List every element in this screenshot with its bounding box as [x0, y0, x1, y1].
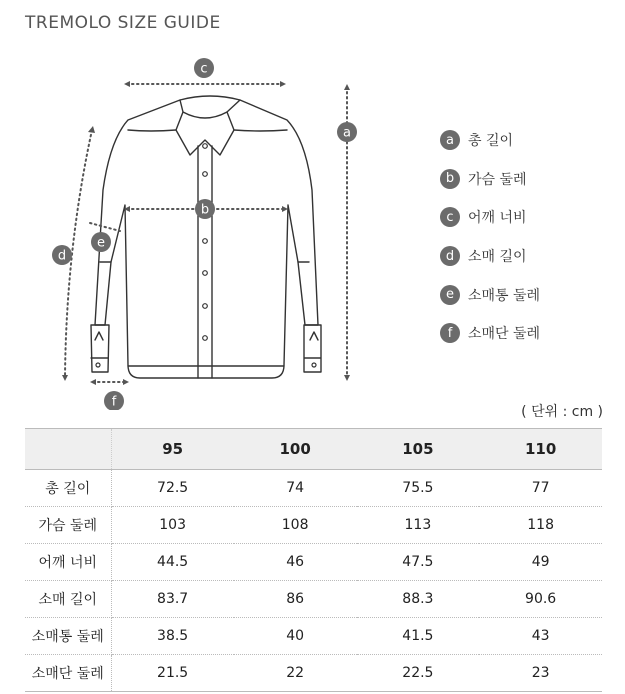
- legend-badge-a: a: [440, 130, 460, 150]
- measure-line-e: [90, 223, 120, 231]
- legend-item-c: [440, 207, 540, 227]
- row-label: 소매통 둘레: [25, 618, 111, 655]
- legend-item-e: [440, 285, 540, 305]
- legend-badge-b: b: [440, 169, 460, 189]
- shirt-button: [203, 304, 208, 309]
- table-cell: 22.5: [357, 655, 480, 692]
- legend-label: 가슴 둘레: [468, 171, 527, 188]
- page-title: TREMOLO SIZE GUIDE: [25, 13, 221, 33]
- table-cell: 75.5: [357, 470, 480, 507]
- shirt-button: [96, 363, 100, 367]
- table-row: [25, 470, 602, 507]
- legend-item-f: [440, 323, 540, 343]
- table-cell: 47.5: [357, 544, 480, 581]
- size-header: 100: [234, 429, 357, 470]
- measurement-legend: [440, 130, 540, 362]
- marker-f: [104, 391, 124, 410]
- table-cell: 49: [479, 544, 602, 581]
- table-cell: 44.5: [111, 544, 234, 581]
- table-cell: 86: [234, 581, 357, 618]
- legend-item-b: [440, 169, 540, 189]
- table-cell: 113: [357, 507, 480, 544]
- marker-c: [194, 58, 214, 78]
- svg-text:d: d: [57, 248, 67, 264]
- size-header: 95: [111, 429, 234, 470]
- shirt-button: [203, 144, 208, 149]
- legend-label: 소매통 둘레: [468, 287, 541, 304]
- table-cell: 90.6: [479, 581, 602, 618]
- legend-badge-d: d: [440, 246, 460, 266]
- row-label: 소매 길이: [25, 581, 111, 618]
- row-label: 소매단 둘레: [25, 655, 111, 692]
- svg-text:e: e: [97, 235, 105, 251]
- svg-text:a: a: [343, 125, 351, 141]
- unit-label: ( 단위 : cm ): [521, 404, 603, 420]
- shirt-button: [312, 363, 316, 367]
- svg-text:b: b: [200, 202, 210, 218]
- table-cell: 83.7: [111, 581, 234, 618]
- table-row: [25, 544, 602, 581]
- table-cell: 41.5: [357, 618, 480, 655]
- legend-label: 소매 길이: [468, 249, 527, 266]
- legend-badge-f: f: [440, 323, 460, 343]
- row-label: 어깨 너비: [25, 544, 111, 581]
- table-cell: 88.3: [357, 581, 480, 618]
- marker-d: [52, 245, 72, 265]
- shirt-button: [203, 271, 208, 276]
- table-cell: 23: [479, 655, 602, 692]
- shirt-button: [203, 336, 208, 341]
- table-row: [25, 618, 602, 655]
- table-cell: 108: [234, 507, 357, 544]
- shirt-button: [203, 172, 208, 177]
- table-cell: 38.5: [111, 618, 234, 655]
- table-row: [25, 655, 602, 692]
- shirt-collar: [176, 96, 240, 155]
- legend-item-d: [440, 246, 540, 266]
- table-row: [25, 507, 602, 544]
- svg-text:c: c: [200, 61, 208, 77]
- shirt-diagram: [0, 40, 400, 410]
- size-table: [25, 428, 602, 692]
- legend-label: 총 길이: [468, 133, 514, 149]
- table-cell: 46: [234, 544, 357, 581]
- svg-text:f: f: [111, 394, 117, 410]
- legend-item-a: [440, 130, 540, 150]
- table-cell: 43: [479, 618, 602, 655]
- legend-badge-c: c: [440, 207, 460, 227]
- marker-b: [195, 199, 215, 219]
- table-cell: 40: [234, 618, 357, 655]
- marker-e: [91, 232, 111, 252]
- table-cell: 72.5: [111, 470, 234, 507]
- table-cell: 74: [234, 470, 357, 507]
- table-cell: 21.5: [111, 655, 234, 692]
- table-corner: [25, 429, 111, 470]
- legend-label: 소매단 둘레: [468, 326, 541, 343]
- size-header: 110: [479, 429, 602, 470]
- table-cell: 22: [234, 655, 357, 692]
- row-label: 가슴 둘레: [25, 507, 111, 544]
- shirt-button: [203, 239, 208, 244]
- table-header-row: [25, 429, 602, 470]
- legend-label: 어깨 너비: [468, 210, 527, 227]
- shirt-placket: [198, 146, 212, 378]
- legend-badge-e: e: [440, 285, 460, 305]
- table-cell: 118: [479, 507, 602, 544]
- table-cell: 103: [111, 507, 234, 544]
- marker-a: [337, 122, 357, 142]
- row-label: 총 길이: [25, 470, 111, 507]
- table-row: [25, 581, 602, 618]
- size-header: 105: [357, 429, 480, 470]
- table-cell: 77: [479, 470, 602, 507]
